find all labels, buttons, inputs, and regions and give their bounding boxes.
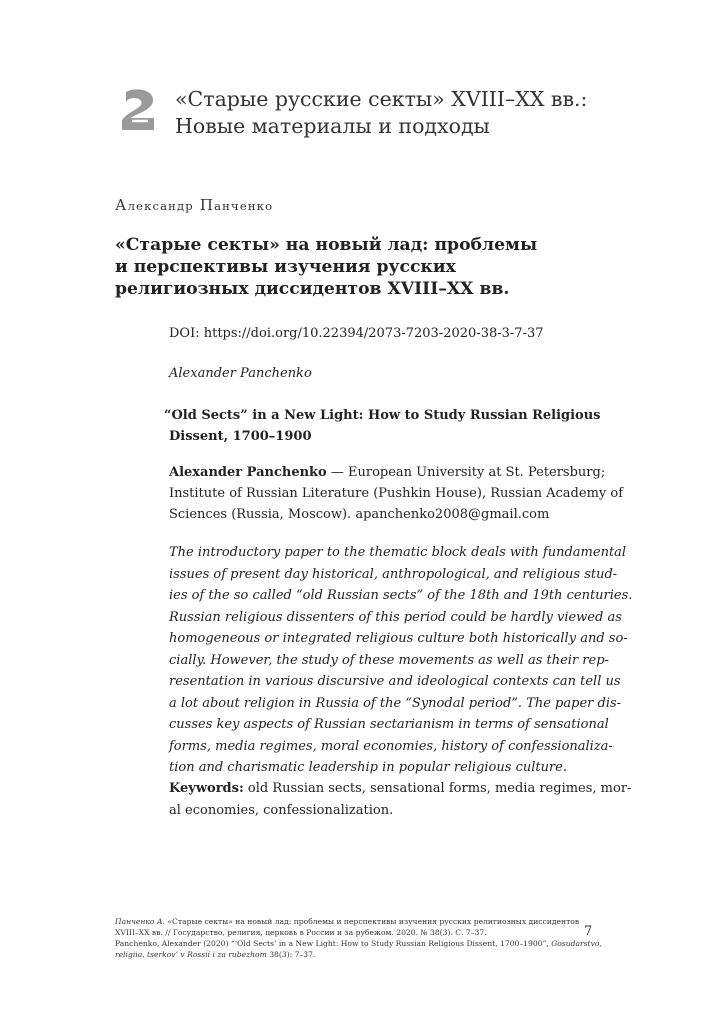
abstract-line: forms, media regimes, moral economies, history of confessionaliza-: [169, 738, 613, 754]
abstract-line: resentation in various discursive and ideological contexts can tell us: [169, 674, 621, 689]
rubric-heading: [175, 86, 587, 140]
abstract-line: a lot about religion in Russia of the “Synodal period”. The paper dis-: [169, 695, 622, 711]
keywords-label: Keywords:: [169, 781, 244, 796]
title-en-line-2: Dissent, 1700–1900: [169, 429, 312, 444]
keywords-line-2: al economies, confessionalization.: [169, 802, 394, 818]
title-ru-line-3: религиозных диссидентов XVIII–XX вв.: [115, 279, 510, 299]
abstract-line: The introductory paper to the thematic block deals with fundamental: [169, 545, 627, 560]
author-name-ru: Александр Панченко: [115, 196, 274, 214]
doi-line[interactable]: DOI: https://doi.org/10.22394/2073-7203-2020-38-3-7-37: [169, 326, 544, 341]
abstract-line: issues of present day historical, anthropological, and religious stud-: [169, 566, 618, 582]
abstract-line: homogeneous or integrated religious culture both historically and so-: [169, 631, 628, 646]
rubric-line-1: «Старые русские секты» XVIII–XX вв.:: [175, 87, 588, 111]
page-number: 7: [584, 924, 593, 939]
abstract-line: cially. However, the study of these movements as well as their rep-: [169, 652, 609, 668]
author-affiliation: Alexander Panchenko — European University at St. Petersburg; Institute of Russian Literature (Pushkin House), Russian Academy of Sciences (Russia, Moscow). apanchenko2008@gmail.com: [169, 462, 599, 525]
affiliation-line-3: Sciences (Russia, Moscow). apanchenko2008@gmail.com: [169, 507, 550, 522]
title-ru-line-2: и перспективы изучения русских: [115, 257, 456, 277]
title-en-line-1: “Old Sects” in a New Light: How to Study Russian Religious: [164, 408, 601, 423]
abstract-line: Russian religious dissenters of this period could be hardly viewed as: [169, 609, 622, 625]
article-title-en: [164, 405, 604, 447]
article-title-ru: [115, 234, 585, 300]
abstract-line: tion and charismatic leadership in popular religious culture.: [169, 760, 568, 775]
journal-logo: [118, 88, 158, 134]
affiliation-line-2: Institute of Russian Literature (Pushkin House), Russian Academy of: [169, 486, 624, 501]
abstract-line: ies of the so called “old Russian sects” of the 18th and 19th centuries.: [169, 588, 633, 603]
abstract: [169, 542, 633, 779]
citation-footer: Панченко А. «Старые секты» на новый лад: проблемы и перспективы изучения русских религиозных диссидентов XVIII–XX вв. // Государство, религия, церковь в России и за рубежом. 2020. № 38(3). С. 7–37. Panchenko, Alexander (2020) “‘Old Sects’ in a New Light: How to Study Russian Religious Dissent, 1700–1900”, Gosudarstvo, religiia, tserkov’ v Rossii i za rubezhom 38(3): 7–37.: [115, 917, 602, 959]
footer-ru-line-2: XVIII–XX вв. // Государство, религия, церковь в России и за рубежом. 2020. № 38(3). С. 7–37.: [115, 928, 487, 937]
title-ru-line-1: «Старые секты» на новый лад: проблемы: [115, 235, 538, 255]
rubric-line-2: Новые материалы и подходы: [175, 114, 490, 138]
keywords: Keywords: old Russian sects, sensational forms, media regimes, mor- al economies, confessionalization.: [169, 778, 599, 821]
affiliation-author-name: Alexander Panchenko: [169, 465, 327, 480]
abstract-line: cusses key aspects of Russian sectarianism in terms of sensational: [169, 717, 609, 732]
author-name-en: Alexander Panchenko: [169, 366, 312, 381]
